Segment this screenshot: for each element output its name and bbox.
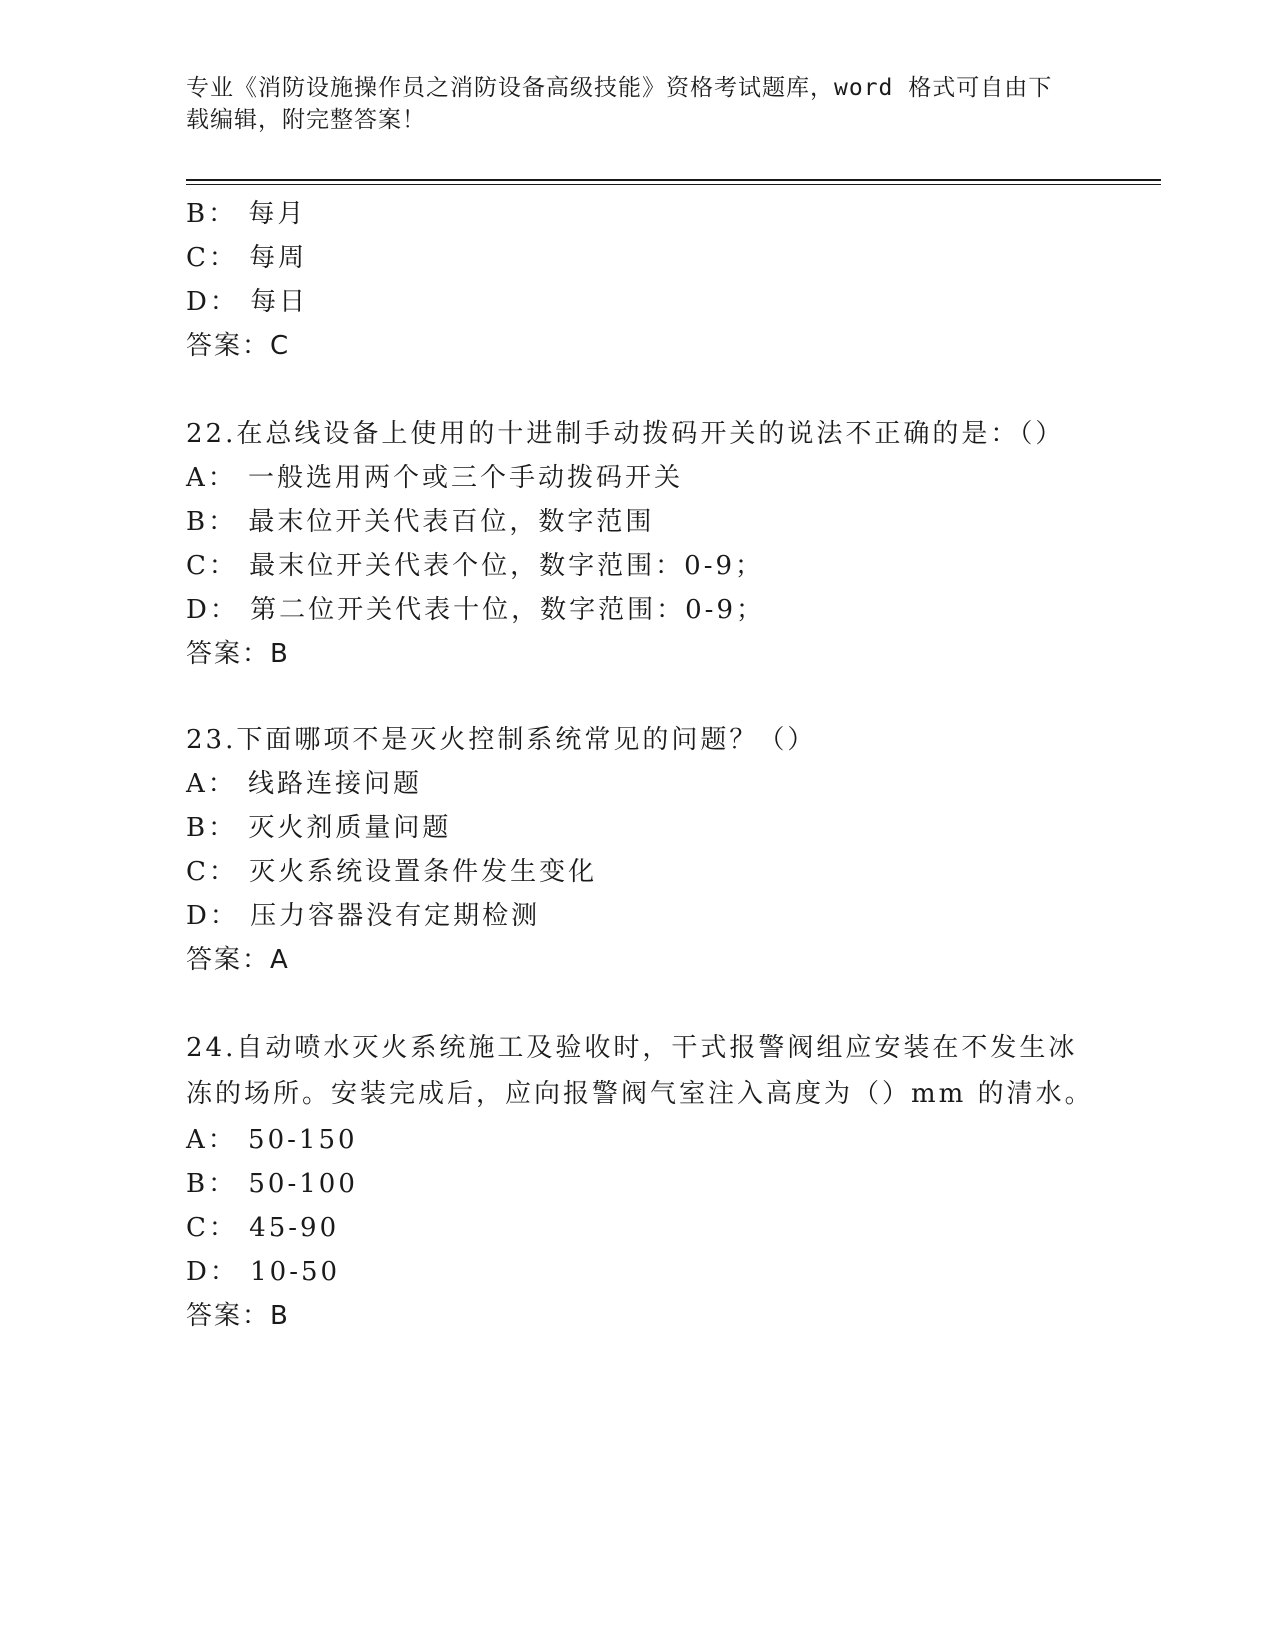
q21-answer: 答案：C xyxy=(186,331,291,361)
q23-option-c: C： 灭火系统设置条件发生变化 xyxy=(186,857,598,887)
q24-option-b: B： 50-100 xyxy=(186,1169,358,1199)
q23-option-b: B： 灭火剂质量问题 xyxy=(186,813,452,843)
q24-option-a: A： 50-150 xyxy=(186,1125,358,1155)
q24-answer: 答案：B xyxy=(186,1301,290,1331)
q22-answer: 答案：B xyxy=(186,639,290,669)
q21-option-c: C： 每周 xyxy=(186,243,308,273)
q24-stem-line-2: 冻的场所。安装完成后，应向报警阀气室注入高度为（）mm 的清水。 xyxy=(186,1079,1094,1109)
q24-option-c: C： 45-90 xyxy=(186,1213,340,1243)
q22-option-b: B： 最末位开关代表百位，数字范围 xyxy=(186,507,655,537)
document-header xyxy=(186,72,1076,136)
header-rule-thick xyxy=(186,179,1161,181)
q22-option-d: D： 第二位开关代表十位，数字范围：0-9； xyxy=(186,595,765,625)
q24-option-d: D： 10-50 xyxy=(186,1257,341,1287)
q23-answer: 答案：A xyxy=(186,945,290,975)
q21-option-b: B： 每月 xyxy=(186,199,307,229)
header-line-1: 专业《消防设施操作员之消防设备高级技能》资格考试题库，word 格式可自由下 xyxy=(186,75,1053,101)
q22-option-a: A： 一般选用两个或三个手动拨码开关 xyxy=(186,463,684,493)
q23-option-d: D： 压力容器没有定期检测 xyxy=(186,901,541,931)
q22-stem: 22.在总线设备上使用的十进制手动拨码开关的说法不正确的是：（） xyxy=(186,419,1065,449)
header-line-2: 载编辑，附完整答案！ xyxy=(186,107,426,133)
q21-option-d: D： 每日 xyxy=(186,287,309,317)
header-rule-thin xyxy=(186,184,1161,185)
q23-stem: 23.下面哪项不是灭火控制系统常见的问题？（） xyxy=(186,725,817,755)
q22-option-c: C： 最末位开关代表个位，数字范围：0-9； xyxy=(186,551,765,581)
q24-stem-line-1: 24.自动喷水灭火系统施工及验收时，干式报警阀组应安装在不发生冰 xyxy=(186,1033,1078,1063)
q23-option-a: A： 线路连接问题 xyxy=(186,769,423,799)
